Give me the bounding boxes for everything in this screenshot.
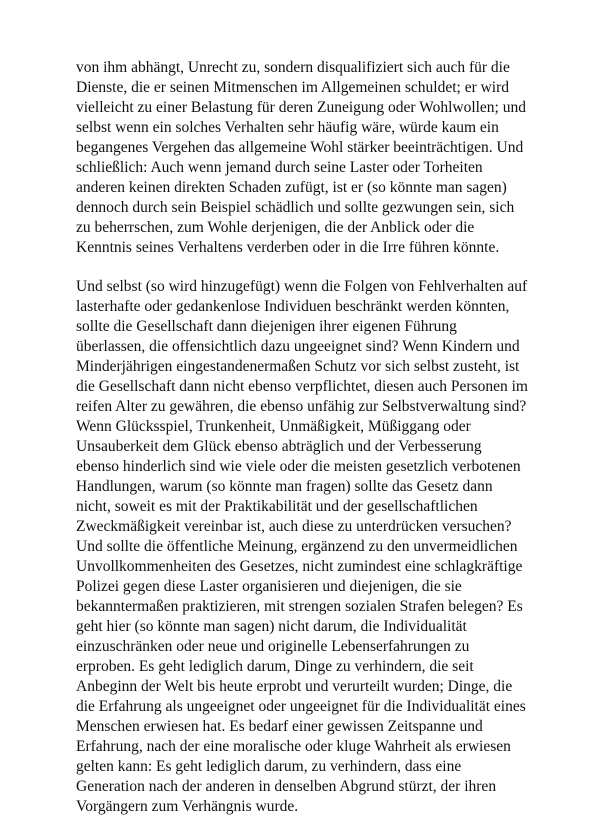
paragraph-1: von ihm abhängt, Unrecht zu, sondern disqualifiziert sich auch für die Dienste, die er seinen Mitmenschen im Allgemeinen schuldet; er wird vielleicht zu einer Belastung für deren Zuneigung oder Wohlwollen; und selbst wenn ein solches Verhalten sehr häufig wäre, würde kaum ein begangenes Vergehen das allgemeine Wohl stärker beeinträchtigen. Und schließlich: Auch wenn jemand durch seine Laster oder Torheiten anderen keinen direkten Schaden zufügt, ist er (so könnte man sagen) dennoch durch sein Beispiel schädlich und sollte gezwungen sein, sich zu beherrschen, zum Wohle derjenigen, die der Anblick oder die Kenntnis seines Verhaltens verderben oder in die Irre führen könnte.	[76, 59, 526, 256]
paragraph-2: Und selbst (so wird hinzugefügt) wenn die Folgen von Fehlverhalten auf lasterhafte oder gedankenlose Individuen beschränkt werden könnten, sollte die Gesellschaft dann diejenigen ihrer eigenen Führung überlassen, die offensichtlich dazu ungeeignet sind? Wenn Kindern und Minderjährigen eingestandenermaßen Schutz vor sich selbst zusteht, ist die Gesellschaft dann nicht ebenso verpflichtet, diesen auch Personen im reifen Alter zu gewähren, die ebenso unfähig zur Selbstverwaltung sind? Wenn Glücksspiel, Trunkenheit, Unmäßigkeit, Müßiggang oder Unsauberkeit dem Glück ebenso abträglich und der Verbesserung ebenso hinderlich sind wie viele oder die meisten gesetzlich verbotenen Handlungen, warum (so könnte man fragen) sollte das Gesetz dann nicht, soweit es mit der Praktikabilität und der gesellschaftlichen Zweckmäßigkeit vereinbar ist, auch diese zu unterdrücken versuchen? Und sollte die öffentliche Meinung, ergänzend zu den unvermeidlichen Unvollkommenheiten des Gesetzes, nicht zumindest eine schlagkräftige Polizei gegen diese Laster organisieren und diejenigen, die sie bekanntermaßen praktizieren, mit strengen sozialen Strafen belegen? Es geht hier (so könnte man sagen) nicht darum, die Individualität einzuschränken oder neue und originelle Lebenserfahrungen zu erproben. Es geht lediglich darum, Dinge zu verhindern, die seit Anbeginn der Welt bis heute erprobt und verurteilt wurden; Dinge, die die Erfahrung als ungeeignet oder ungeeignet für die Individualität eines Menschen erwiesen hat. Es bedarf einer gewissen Zeitspanne und Erfahrung, nach der eine moralische oder kluge Wahrheit als erwiesen gelten kann: Es geht lediglich darum, zu verhindern, dass eine Generation nach der anderen in denselben Abgrund stürzt, der ihren Vorgängern zum Verhängnis wurde.	[76, 278, 528, 815]
document-page	[76, 58, 528, 817]
